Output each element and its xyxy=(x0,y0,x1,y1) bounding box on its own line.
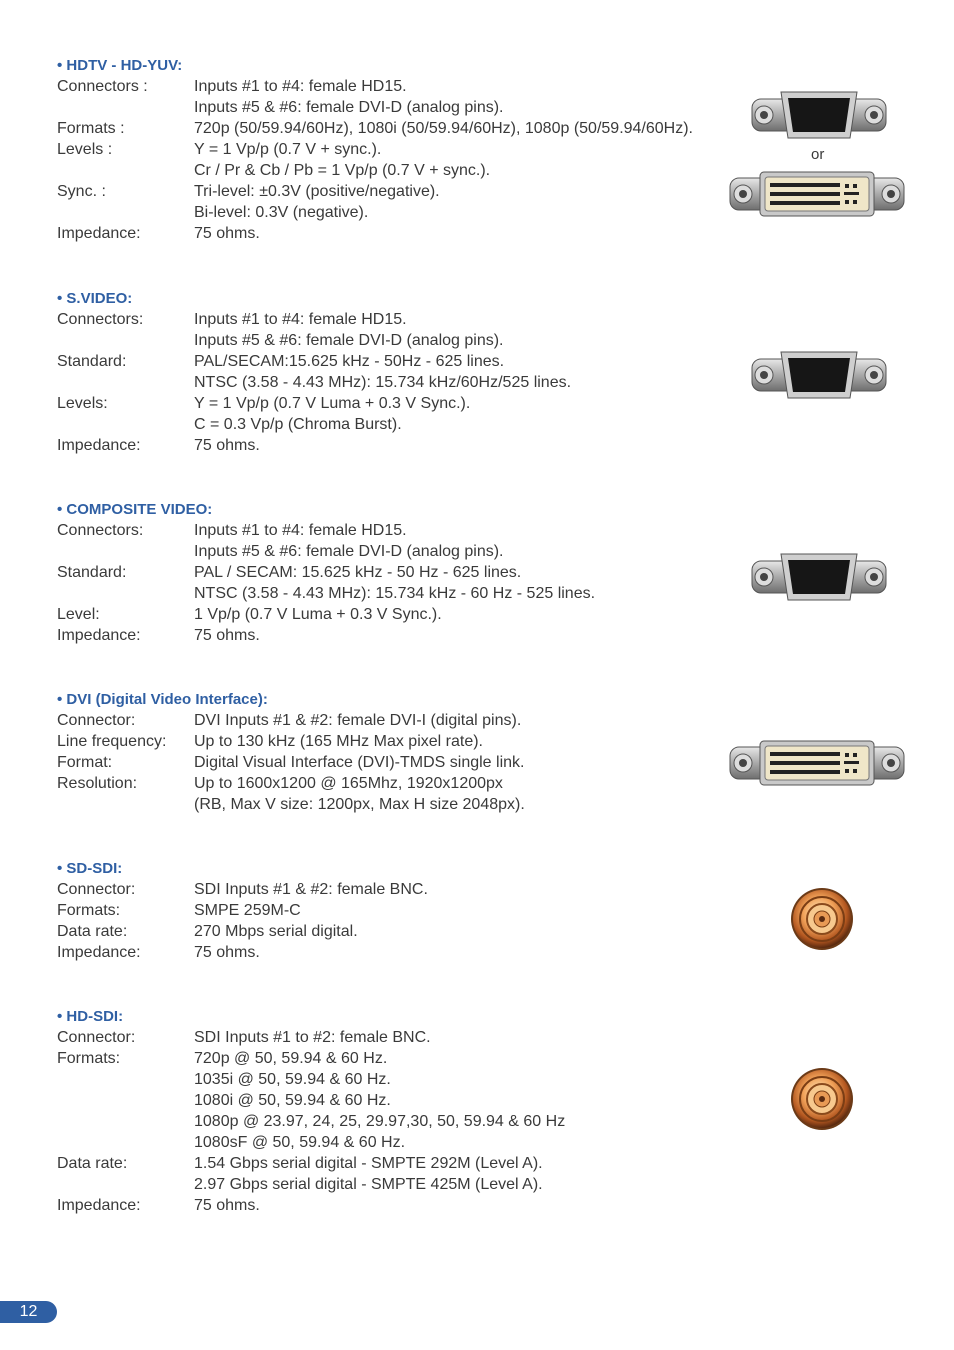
spec-label xyxy=(57,1069,194,1090)
spec-row xyxy=(57,1132,737,1153)
spec-value: 1080i @ 50, 59.94 & 60 Hz. xyxy=(194,1092,391,1109)
spec-row xyxy=(57,921,737,942)
spec-label xyxy=(57,330,194,351)
spec-label: Impedance: xyxy=(57,627,141,644)
spec-label: Connector: xyxy=(57,712,136,729)
spec-section-hd-sdi xyxy=(57,1006,737,1216)
section-title: • DVI (Digital Video Interface): xyxy=(57,691,268,708)
spec-row xyxy=(57,1069,737,1090)
connector-alternative-label: or xyxy=(811,146,825,163)
spec-label xyxy=(57,1174,194,1195)
spec-label: Line frequency: xyxy=(57,733,167,750)
spec-label: Formats : xyxy=(57,120,125,137)
spec-row xyxy=(57,435,737,456)
spec-label: Impedance: xyxy=(57,225,141,242)
spec-row xyxy=(57,520,737,541)
spec-label xyxy=(57,1111,194,1132)
spec-value: C = 0.3 Vp/p (Chroma Burst). xyxy=(194,416,402,433)
spec-label xyxy=(57,97,194,118)
spec-row xyxy=(57,351,737,372)
spec-label: Impedance: xyxy=(57,437,141,454)
section-title: • COMPOSITE VIDEO: xyxy=(57,501,213,518)
spec-label xyxy=(57,1132,194,1153)
spec-value: 75 ohms. xyxy=(194,225,260,242)
spec-value: 75 ohms. xyxy=(194,944,260,961)
spec-row xyxy=(57,583,737,604)
spec-value: Inputs #1 to #4: female HD15. xyxy=(194,78,407,95)
spec-label: Connectors : xyxy=(57,78,148,95)
spec-row xyxy=(57,414,737,435)
spec-label: Resolution: xyxy=(57,775,138,792)
dvi-connector-image xyxy=(729,171,905,217)
spec-row xyxy=(57,309,737,330)
spec-row xyxy=(57,879,737,900)
spec-value: 1.54 Gbps serial digital - SMPTE 292M (Level A). xyxy=(194,1155,543,1172)
spec-value: Up to 1600x1200 @ 165Mhz, 1920x1200px xyxy=(194,775,503,792)
spec-label xyxy=(57,1090,194,1111)
spec-row xyxy=(57,202,737,223)
spec-value: PAL / SECAM: 15.625 kHz - 50 Hz - 625 lines. xyxy=(194,564,522,581)
section-title: • HDTV - HD-YUV: xyxy=(57,57,183,74)
spec-label: Levels: xyxy=(57,395,108,412)
spec-value: 1080p @ 23.97, 24, 25, 29.97,30, 50, 59.94 & 60 Hz xyxy=(194,1113,566,1130)
spec-row xyxy=(57,1090,737,1111)
spec-value: (RB, Max V size: 1200px, Max H size 2048px). xyxy=(194,796,525,813)
spec-label: Connector: xyxy=(57,881,136,898)
spec-row xyxy=(57,330,737,351)
spec-row xyxy=(57,393,737,414)
spec-value: Tri-level: ±0.3V (positive/negative). xyxy=(194,183,440,200)
spec-row xyxy=(57,160,737,181)
spec-label: Format: xyxy=(57,754,113,771)
spec-label xyxy=(57,414,194,435)
spec-value: 1 Vp/p (0.7 V Luma + 0.3 V Sync.). xyxy=(194,606,442,623)
spec-section-composite xyxy=(57,499,737,646)
bnc-connector-image xyxy=(789,886,855,952)
spec-value: Y = 1 Vp/p (0.7 V + sync.). xyxy=(194,141,382,158)
spec-value: Bi-level: 0.3V (negative). xyxy=(194,204,369,221)
dvi-connector-image xyxy=(729,740,905,786)
spec-row xyxy=(57,118,737,139)
spec-value: Inputs #1 to #4: female HD15. xyxy=(194,522,407,539)
spec-label: Impedance: xyxy=(57,1197,141,1214)
spec-row xyxy=(57,900,737,921)
spec-value: Cr / Pr & Cb / Pb = 1 Vp/p (0.7 V + sync.). xyxy=(194,162,491,179)
spec-row xyxy=(57,731,737,752)
spec-label: Standard: xyxy=(57,353,127,370)
spec-value: 75 ohms. xyxy=(194,437,260,454)
spec-label: Data rate: xyxy=(57,1155,128,1172)
spec-value: SDI Inputs #1 & #2: female BNC. xyxy=(194,881,428,898)
spec-value: DVI Inputs #1 & #2: female DVI-I (digital pins). xyxy=(194,712,522,729)
spec-row xyxy=(57,942,737,963)
page-number: 12 xyxy=(0,1301,57,1323)
spec-value: PAL/SECAM:15.625 kHz - 50Hz - 625 lines. xyxy=(194,353,505,370)
spec-value: 720p @ 50, 59.94 & 60 Hz. xyxy=(194,1050,388,1067)
hd15-connector-image xyxy=(751,552,887,602)
spec-row xyxy=(57,710,737,731)
spec-row xyxy=(57,1111,737,1132)
spec-label: Formats: xyxy=(57,902,121,919)
spec-value: NTSC (3.58 - 4.43 MHz): 15.734 kHz/60Hz/525 lines. xyxy=(194,374,572,391)
spec-value: Inputs #5 & #6: female DVI-D (analog pins). xyxy=(194,332,504,349)
spec-value: SDI Inputs #1 to #2: female BNC. xyxy=(194,1029,431,1046)
spec-row xyxy=(57,223,737,244)
spec-label xyxy=(57,583,194,604)
spec-row xyxy=(57,181,737,202)
section-title: • SD-SDI: xyxy=(57,860,123,877)
spec-label: Level: xyxy=(57,606,100,623)
spec-value: 2.97 Gbps serial digital - SMPTE 425M (Level A). xyxy=(194,1176,543,1193)
spec-label: Levels : xyxy=(57,141,113,158)
section-title: • HD-SDI: xyxy=(57,1008,124,1025)
spec-label xyxy=(57,794,194,815)
spec-label: Standard: xyxy=(57,564,127,581)
spec-section-hdtv xyxy=(57,55,737,244)
spec-value: 1035i @ 50, 59.94 & 60 Hz. xyxy=(194,1071,391,1088)
spec-section-dvi xyxy=(57,689,737,815)
spec-row xyxy=(57,773,737,794)
spec-row xyxy=(57,97,737,118)
spec-row xyxy=(57,752,737,773)
spec-row xyxy=(57,1174,737,1195)
spec-value: SMPE 259M-C xyxy=(194,902,301,919)
spec-label: Formats: xyxy=(57,1050,121,1067)
spec-row xyxy=(57,1048,737,1069)
spec-label: Connector: xyxy=(57,1029,136,1046)
spec-row xyxy=(57,372,737,393)
spec-label xyxy=(57,541,194,562)
spec-label: Data rate: xyxy=(57,923,128,940)
hd15-connector-image xyxy=(751,90,887,140)
spec-row xyxy=(57,1195,737,1216)
spec-row xyxy=(57,794,737,815)
spec-value: Up to 130 kHz (165 MHz Max pixel rate). xyxy=(194,733,483,750)
spec-value: 75 ohms. xyxy=(194,627,260,644)
spec-value: Digital Visual Interface (DVI)-TMDS single link. xyxy=(194,754,525,771)
bnc-connector-image xyxy=(789,1066,855,1132)
spec-row xyxy=(57,541,737,562)
spec-row xyxy=(57,1027,737,1048)
spec-row xyxy=(57,604,737,625)
spec-value: NTSC (3.58 - 4.43 MHz): 15.734 kHz - 60 Hz - 525 lines. xyxy=(194,585,596,602)
hd15-connector-image xyxy=(751,350,887,400)
spec-row xyxy=(57,625,737,646)
spec-row xyxy=(57,1153,737,1174)
spec-label: Impedance: xyxy=(57,944,141,961)
spec-label: Connectors: xyxy=(57,311,144,328)
spec-row xyxy=(57,562,737,583)
spec-label: Connectors: xyxy=(57,522,144,539)
spec-label: Sync. : xyxy=(57,183,106,200)
spec-value: 75 ohms. xyxy=(194,1197,260,1214)
section-title: • S.VIDEO: xyxy=(57,290,133,307)
spec-value: Inputs #5 & #6: female DVI-D (analog pins). xyxy=(194,543,504,560)
spec-label xyxy=(57,372,194,393)
spec-value: Inputs #5 & #6: female DVI-D (analog pins). xyxy=(194,99,504,116)
spec-value: Y = 1 Vp/p (0.7 V Luma + 0.3 V Sync.). xyxy=(194,395,471,412)
spec-section-sd-sdi xyxy=(57,858,737,963)
spec-value: Inputs #1 to #4: female HD15. xyxy=(194,311,407,328)
spec-row xyxy=(57,139,737,160)
spec-value: 270 Mbps serial digital. xyxy=(194,923,358,940)
spec-label xyxy=(57,160,194,181)
spec-label xyxy=(57,202,194,223)
spec-section-svideo xyxy=(57,288,737,456)
spec-row xyxy=(57,76,737,97)
spec-value: 720p (50/59.94/60Hz), 1080i (50/59.94/60Hz), 1080p (50/59.94/60Hz). xyxy=(194,120,693,137)
spec-value: 1080sF @ 50, 59.94 & 60 Hz. xyxy=(194,1134,406,1151)
